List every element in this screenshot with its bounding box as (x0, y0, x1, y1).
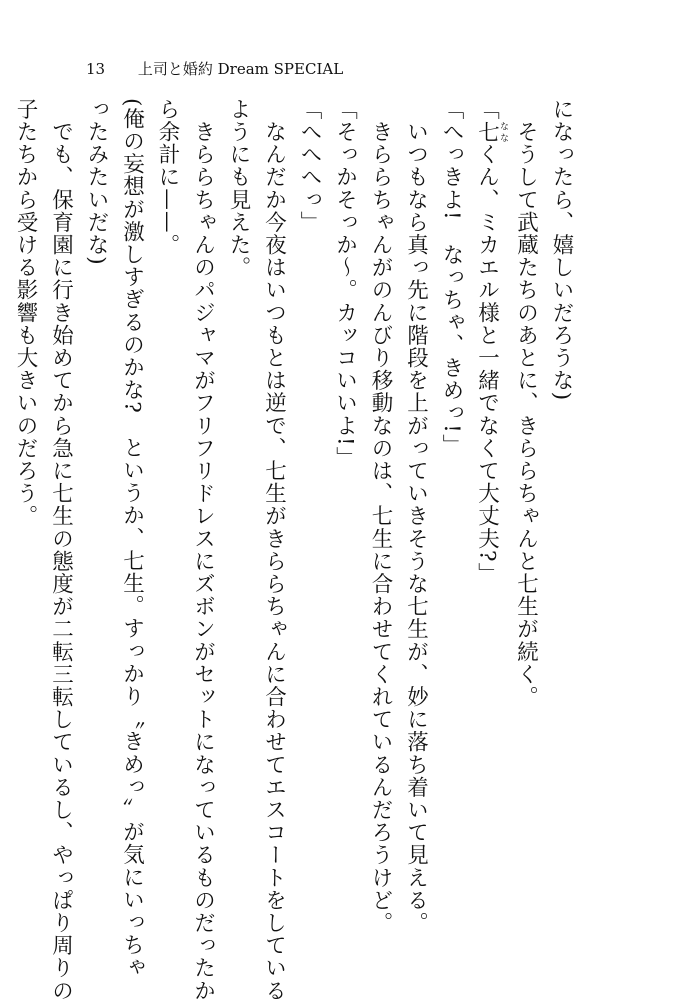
text-line: 子たちから受ける影響も大きいのだろう。 (13, 98, 38, 528)
text-line: 「へへへっ」 (297, 98, 322, 234)
text-line: そうして武蔵たちのあとに、きららちゃんと七生が続く。 (513, 98, 539, 709)
text-line: いつもなら真っ先に階段を上がっていきそうな七生が、妙に落ち着いて見える。 (403, 98, 429, 935)
ruby-base: 七 (474, 120, 500, 144)
text-line: 「そっかそっか〜。カッコいいよ!」 (332, 98, 358, 470)
vertical-text-block (8, 98, 580, 1002)
ruby-reading: なな (498, 120, 508, 144)
text-line: ら余計に——。 (155, 98, 180, 257)
running-header (86, 60, 343, 78)
text-line-with-ruby (469, 98, 508, 978)
text-line: になったら、嬉しいだろうな) (549, 98, 574, 402)
text-line: きららちゃんのパジャマがフリフリドレスにズボンがセットになっているものだったか (190, 98, 216, 1002)
text-line: ったみたいだな) (84, 98, 109, 266)
text-line: でも、保育園に行き始めてから急に七生の態度が二転三転しているし、やっぱり周りの (48, 98, 74, 1002)
quote-open: 「 (474, 98, 500, 121)
text-line: ようにも見えた。 (226, 98, 251, 279)
text-line: なんだか今夜はいつもとは逆で、七生がきららちゃんに合わせてエスコートをしている (261, 98, 287, 1002)
text-line-remainder: くん、ミカエル様と一緒でなくて大丈夫?」 (474, 143, 500, 586)
book-title: 上司と婚約 Dream SPECIAL (137, 60, 344, 78)
text-line: 「へっきよ! なっちゃ、きめっ!」 (439, 98, 464, 457)
page-number: 13 (86, 60, 106, 78)
text-line: きららちゃんがのんびり移動なのは、七生に合わせてくれているんだろうけど。 (368, 98, 393, 935)
ruby-annotated-name (474, 120, 508, 144)
text-line: (俺の妄想が激しすぎるのかな? というか、七生。すっかり〝きめっ〟が気にいっちゃ (119, 98, 145, 979)
